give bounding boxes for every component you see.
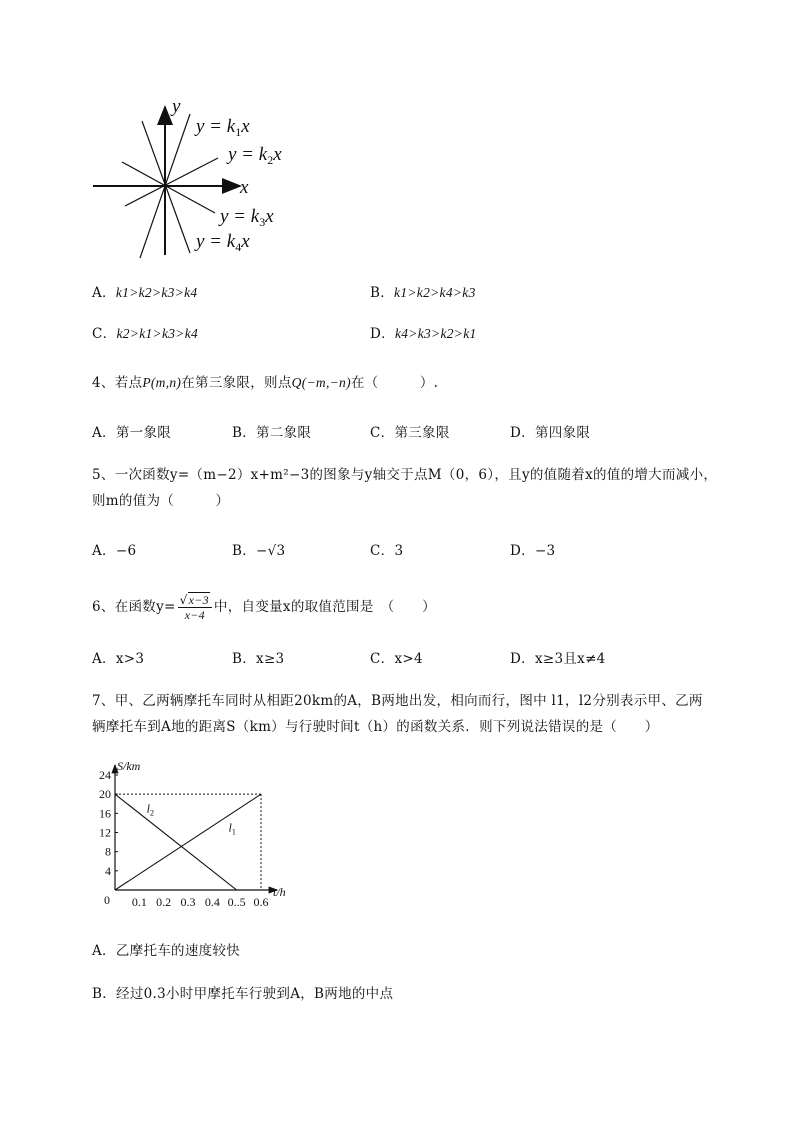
option-letter: B． bbox=[232, 543, 257, 559]
q5-stem-line1: 5、一次函数y=（m−2）x+m²−3的图象与y轴交于点M（0，6），且y的值随着x的值的增大而减小， bbox=[92, 467, 718, 483]
x-tick-label: 0.6 bbox=[253, 895, 269, 909]
option-letter: D． bbox=[510, 425, 535, 441]
x-tick-label: 0.1 bbox=[131, 895, 147, 909]
x-axis-title: t/h bbox=[273, 885, 286, 899]
option-text: −3 bbox=[534, 543, 556, 559]
option-text: 乙摩托车的速度较快 bbox=[115, 943, 241, 959]
option-text: k1>k2>k3>k4 bbox=[115, 285, 198, 300]
option-letter: C． bbox=[370, 651, 395, 667]
option-letter: A． bbox=[92, 943, 116, 959]
q5-option-b[interactable] bbox=[232, 542, 285, 560]
x-axis-label: x bbox=[240, 177, 249, 198]
x-tick-label: 0..5 bbox=[227, 895, 246, 909]
x-tick-label: 0.3 bbox=[180, 895, 196, 909]
option-text: x>4 bbox=[394, 651, 423, 667]
fraction-numerator: x−3 bbox=[188, 593, 209, 607]
option-letter: C． bbox=[370, 543, 395, 559]
q3-option-b[interactable] bbox=[370, 284, 476, 302]
q7-stem-line1: 7、甲、乙两辆摩托车同时从相距20km的A，B两地出发，相向而行，图中 l1，l2分别表示甲、乙两 bbox=[92, 693, 703, 709]
origin-label: 0 bbox=[104, 893, 110, 907]
y-tick-label: 20 bbox=[99, 787, 111, 802]
q3-option-a[interactable] bbox=[92, 284, 197, 302]
option-text: −6 bbox=[115, 543, 137, 559]
series-line-l1 bbox=[115, 794, 261, 890]
option-text: k2>k1>k3>k4 bbox=[116, 326, 199, 341]
option-letter: C． bbox=[92, 326, 117, 342]
q4-option-d[interactable] bbox=[510, 424, 590, 442]
option-letter: B． bbox=[232, 425, 257, 441]
line-k2 bbox=[125, 158, 218, 206]
line-k4-label: $y = k_4x$ bbox=[196, 231, 250, 254]
option-letter: B． bbox=[232, 651, 257, 667]
line-k2-label: $y = k_2x$ bbox=[228, 144, 282, 167]
series-label-l2: $l_2$ bbox=[146, 801, 154, 818]
option-letter: D． bbox=[510, 651, 535, 667]
proportional-lines-figure bbox=[90, 95, 300, 260]
line-k3-label: $y = k_3x$ bbox=[220, 206, 274, 229]
y-tick-label: 8 bbox=[105, 844, 111, 859]
x-tick-label: 0.2 bbox=[156, 895, 172, 909]
fraction-denominator: x−4 bbox=[184, 608, 205, 622]
q3-option-c[interactable] bbox=[92, 325, 198, 343]
distance-time-chart bbox=[90, 758, 305, 916]
option-letter: D． bbox=[370, 326, 395, 342]
series-label-l1: $l_1$ bbox=[228, 820, 236, 837]
q6-option-b[interactable] bbox=[232, 650, 284, 668]
q6-stem-a: 6、在函数y= bbox=[92, 599, 176, 615]
q6-option-c[interactable] bbox=[370, 650, 423, 668]
option-letter: D． bbox=[510, 543, 535, 559]
q7-option-b[interactable] bbox=[92, 985, 393, 1003]
y-axis-label: y bbox=[172, 96, 181, 117]
option-text: x≥3 bbox=[256, 651, 285, 667]
q6-stem bbox=[92, 592, 436, 622]
y-tick-label: 24 bbox=[99, 768, 111, 782]
option-text: 第三象限 bbox=[394, 425, 450, 441]
y-tick-label: 12 bbox=[99, 825, 111, 840]
option-letter: A． bbox=[92, 543, 116, 559]
q6-fraction: $\frac{√x-3}{x-4}$ bbox=[178, 593, 212, 622]
q5-option-c[interactable] bbox=[370, 542, 403, 560]
option-text: k1>k2>k4>k3 bbox=[394, 285, 476, 300]
option-text: 第二象限 bbox=[256, 425, 312, 441]
q5-option-d[interactable] bbox=[510, 542, 555, 560]
option-letter: C． bbox=[370, 425, 395, 441]
q4-stem bbox=[92, 374, 438, 392]
q4-option-b[interactable] bbox=[232, 424, 311, 442]
q4-stem-a: 若点 bbox=[114, 375, 143, 391]
option-text: k4>k3>k2>k1 bbox=[394, 326, 477, 341]
q4-stem-c: 在（ ）. bbox=[350, 375, 439, 391]
option-text: −√3 bbox=[256, 543, 286, 559]
q6-option-a[interactable] bbox=[92, 650, 144, 668]
option-text: x≥3且x≠4 bbox=[534, 651, 606, 667]
option-letter: A． bbox=[92, 425, 116, 441]
q4-stem-b: 在第三象限，则点 bbox=[181, 375, 292, 391]
option-text: 第一象限 bbox=[115, 425, 172, 441]
option-letter: B． bbox=[92, 986, 117, 1002]
q4-number: 4、 bbox=[92, 375, 115, 391]
x-tick-label: 0.4 bbox=[204, 895, 220, 909]
q3-option-d[interactable] bbox=[370, 325, 477, 343]
q5-option-a[interactable] bbox=[92, 542, 136, 560]
option-text: 经过0.3小时甲摩托车行驶到A，B两地的中点 bbox=[116, 986, 394, 1002]
q7-option-a[interactable] bbox=[92, 942, 240, 960]
option-letter: A． bbox=[92, 285, 116, 301]
q7-stem-line2: 辆摩托车到A地的距离S（km）与行驶时间t（h）的函数关系．则下列说法错误的是（ ） bbox=[92, 719, 659, 735]
option-letter: A． bbox=[92, 651, 116, 667]
series-line-l2 bbox=[115, 794, 237, 890]
q6-stem-b: 中，自变量x的取值范围是 （ ） bbox=[213, 599, 436, 615]
option-text: 第四象限 bbox=[534, 425, 591, 441]
point-q: Q(−m,−n) bbox=[291, 375, 351, 390]
option-text: 3 bbox=[394, 543, 404, 559]
q4-option-a[interactable] bbox=[92, 424, 171, 442]
q6-option-d[interactable] bbox=[510, 650, 606, 668]
y-tick-label: 4 bbox=[105, 863, 111, 878]
q5-stem-line2: 则m的值为（ ） bbox=[92, 493, 230, 509]
option-text: x>3 bbox=[115, 651, 145, 667]
line-k1-label: $y = k_1x$ bbox=[196, 116, 250, 139]
y-axis-title: S/km bbox=[117, 759, 141, 773]
point-p: P(m,n) bbox=[142, 375, 182, 390]
q4-option-c[interactable] bbox=[370, 424, 450, 442]
y-tick-label: 16 bbox=[99, 806, 111, 821]
line-k3 bbox=[122, 162, 215, 213]
option-letter: B． bbox=[370, 285, 395, 301]
